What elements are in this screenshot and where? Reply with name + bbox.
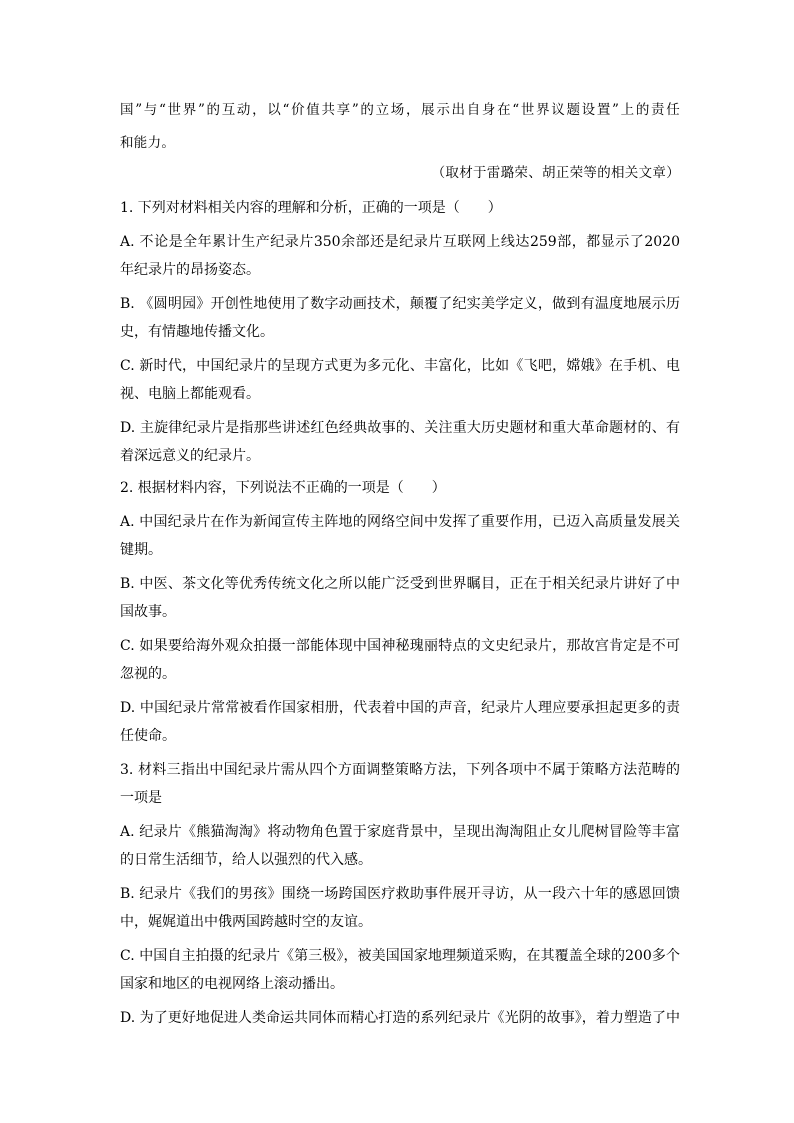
question-1-option-a-cont: 年纪录片的昂扬姿态。 <box>120 262 260 278</box>
question-2-option-b-cont: 国故事。 <box>120 604 176 620</box>
question-2-option-c: C. 如果要给海外观众拍摄一部能体现中国神秘瑰丽特点的文史纪录片，那故宫肯定是不可 <box>120 638 680 654</box>
intro-line-1: 国”与“世界”的互动，以“价值共享”的立场，展示出自身在“世界议题设置”上的责任 <box>120 102 680 118</box>
question-1-option-b-cont: 史，有情趣地传播文化。 <box>120 324 274 340</box>
question-2-option-b: B. 中医、茶文化等优秀传统文化之所以能广泛受到世界瞩目，正在于相关纪录片讲好了中 <box>120 576 680 592</box>
question-3-option-b: B. 纪录片《我们的男孩》围绕一场跨国医疗救助事件展开寻访，从一段六十年的感恩回馈 <box>120 886 680 902</box>
question-2-option-d-cont: 任使命。 <box>120 728 176 744</box>
question-3-option-d: D. 为了更好地促进人类命运共同体而精心打造的系列纪录片《光阴的故事》，着力塑造了中 <box>120 1010 680 1026</box>
question-3-option-c: C. 中国自主拍摄的纪录片《第三极》，被美国国家地理频道采购，在其覆盖全球的200多个 <box>120 948 680 964</box>
question-1-option-a: A. 不论是全年累计生产纪录片350余部还是纪录片互联网上线达259部，都显示了2020 <box>120 234 680 250</box>
question-2-stem: 2. 根据材料内容，下列说法不正确的一项是（ ） <box>120 480 446 496</box>
question-3-option-c-cont: 国家和地区的电视网络上滚动播出。 <box>120 976 344 992</box>
question-3-stem-cont: 一项是 <box>120 790 162 806</box>
intro-line-2: 和能力。 <box>120 135 176 151</box>
question-3-stem: 3. 材料三指出中国纪录片需从四个方面调整策略方法，下列各项中不属于策略方法范畴的 <box>120 762 680 778</box>
question-1-option-c-cont: 视、电脑上都能观看。 <box>120 386 260 402</box>
source-citation: （取材于雷璐荣、胡正荣等的相关文章） <box>431 165 680 181</box>
question-3-option-b-cont: 中，娓娓道出中俄两国跨越时空的友谊。 <box>120 914 372 930</box>
question-3-option-a-cont: 的日常生活细节，给人以强烈的代入感。 <box>120 852 372 868</box>
question-2-option-a: A. 中国纪录片在作为新闻宣传主阵地的网络空间中发挥了重要作用，已迈入高质量发展关 <box>120 514 680 530</box>
question-2-option-d: D. 中国纪录片常常被看作国家相册，代表着中国的声音，纪录片人理应要承担起更多的责 <box>120 700 680 716</box>
question-1-option-d: D. 主旋律纪录片是指那些讲述红色经典故事的、关注重大历史题材和重大革命题材的、有 <box>120 420 680 436</box>
question-1-stem: 1. 下列对材料相关内容的理解和分析，正确的一项是（ ） <box>120 200 502 216</box>
question-1-option-b: B. 《圆明园》开创性地使用了数字动画技术，颠覆了纪实美学定义，做到有温度地展示历 <box>120 296 680 312</box>
question-1-option-d-cont: 着深远意义的纪录片。 <box>120 448 260 464</box>
question-1-option-c: C. 新时代，中国纪录片的呈现方式更为多元化、丰富化，比如《飞吧，嫦娥》在手机、电 <box>120 358 680 374</box>
question-3-option-a: A. 纪录片《熊猫淘淘》将动物角色置于家庭背景中，呈现出淘淘阻止女儿爬树冒险等丰富 <box>120 824 680 840</box>
question-2-option-c-cont: 忽视的。 <box>120 666 176 682</box>
question-2-option-a-cont: 键期。 <box>120 542 162 558</box>
